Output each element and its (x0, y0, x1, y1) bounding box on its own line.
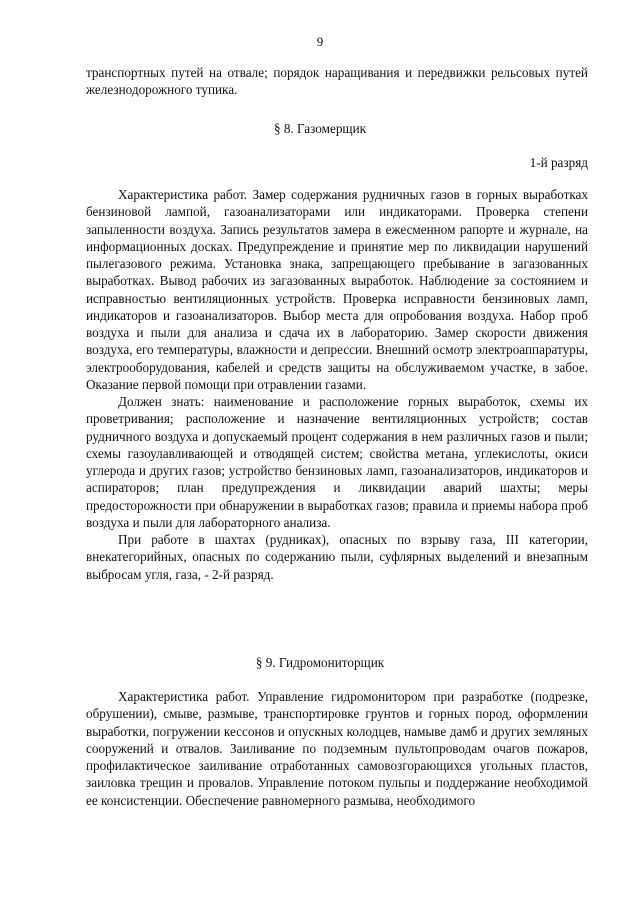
section-8-must-know: Должен знать: наименование и расположение горных выработок, схемы их проветривания; расположение и назначение вентиляционных устройств; состав рудничного воздуха и допускаемый процент содержания в нем различных газов и пыли; схемы газоулавливающей и отводящей систем; свойства метана, углекислоты, окиси углерода и других газов; устройство бензиновых ламп, газоанализаторов, индикаторов и аспираторов; план предупреждения и ликвидации аварий шахты; меры предосторожности при обнаружении в выработках газов; правила и приемы набора проб воздуха и пыли для лабораторного анализа. (86, 394, 588, 530)
section-8-note: При работе в шахтах (рудниках), опасных по взрыву газа, III категории, внекатегорийных, опасных по содержанию пыли, суфлярных выделений и внезапным выбросам угля, газа, - 2-й разряд. (86, 532, 588, 582)
intro-paragraph-block (86, 64, 588, 99)
section-8-grade: 1-й разряд (529, 155, 588, 170)
section-9-heading: § 9. Гидромониторщик (255, 655, 385, 670)
section-9-body (86, 688, 588, 809)
section-9-characteristics: Характеристика работ. Управление гидромонитором при разработке (подрезке, обрушении), смыве, размыве, транспортировке грунтов и горных пород, оформлении выработки, погружении кессонов и опускных колодцев, намыве дамб и других земляных сооружений и отвалов. Заиливание по подземным пультопроводам очагов пожаров, профилактическое заиливание отработанных самовозгорающихся угольных пластов, заиловка трещин и провалов. Управление потоком пульпы и поддержание необходимой ее консистенции. Обеспечение равномерного размыва, необходимого (86, 689, 588, 808)
section-8-body (86, 186, 588, 583)
section-8-characteristics: Характеристика работ. Замер содержания рудничных газов в горных выработках бензиновой лампой, газоанализаторами или индикаторами. Проверка степени запыленности воздуха. Запись результатов замера в ежесменном рапорте и журнале, на информационных досках. Предупреждение и принятие мер по ликвидации нарушений пылегазового режима. Установка знака, запрещающего пребывание в загазованных выработках. Вывод рабочих из загазованных выработок. Наблюдение за состоянием и исправностью вентиляционных устройств. Проверка исправности бензиновых ламп, индикаторов и газоанализаторов. Выбор места для опробования воздуха. Набор проб воздуха и пыли для анализа и сдача их в лабораторию. Замер скорости движения воздуха, его температуры, влажности и депрессии. Внешний осмотр электроаппаратуры, электрооборудования, кабелей и средств защиты на обслуживаемом участке, в забое. Оказание первой помощи при отравлении газами. (86, 187, 588, 392)
section-8-heading: § 8. Газомерщик (273, 121, 367, 136)
intro-paragraph: транспортных путей на отвале; порядок наращивания и передвижки рельсовых путей железнодорожного тупика. (86, 65, 588, 98)
page-number: 9 (316, 34, 324, 49)
